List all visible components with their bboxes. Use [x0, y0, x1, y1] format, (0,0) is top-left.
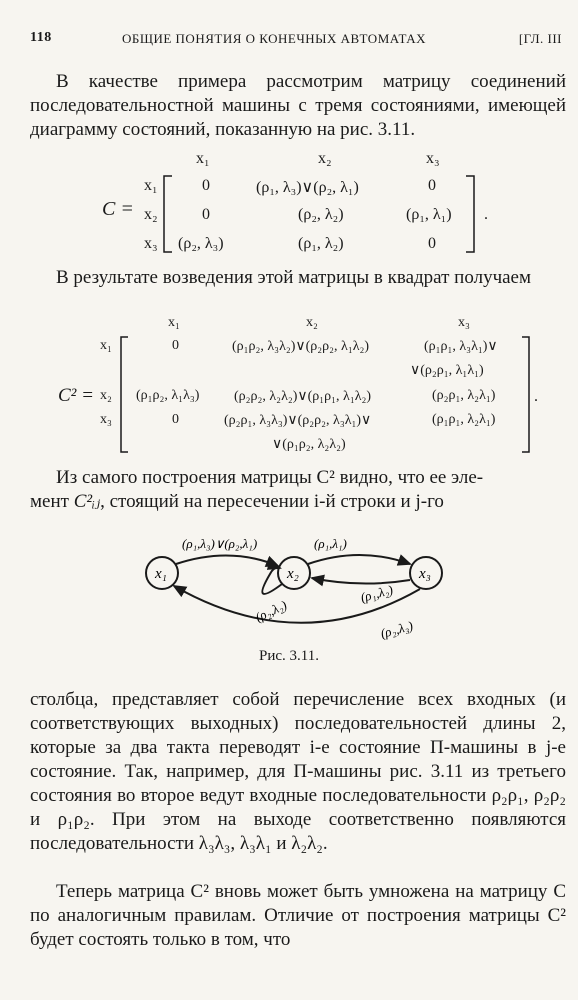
node-label: x₁	[155, 566, 167, 582]
matrix-cell: (ρ₁ρ₁, λ₃λ₁)∨	[424, 339, 498, 354]
edge-label: (ρ₁,λ₁)	[314, 536, 347, 551]
paragraph-intro: В качестве примера рассмотрим матрицу соединений последовательностной машины с тремя состояниями, имеющей диаграмму состояний, показанную на рис. 3.11.	[30, 71, 566, 140]
figure-caption: Рис. 3.11.	[259, 648, 319, 664]
matrix-cell: (ρ₂, λ₃)	[178, 235, 224, 252]
col-header: x₁	[168, 315, 180, 330]
matrix-cell: 0	[202, 206, 210, 223]
matrix-cell: ∨(ρ₁ρ₂, λ₂λ₂)	[272, 437, 346, 452]
period: .	[534, 388, 538, 405]
page-number: 118	[30, 30, 52, 45]
row-header: x₂	[100, 388, 112, 403]
matrix-cell: 0	[428, 235, 436, 252]
matrix-cell: (ρ₁, λ₂)	[298, 235, 344, 252]
running-header	[30, 30, 562, 52]
paragraph-explanation: столбца, представляет собой перечисление всех входных (и соответствующих выходных) последовательностей длины 2, которые за два такта переводят i-е состояние П-машины в j-е состояние. Так, например, для П-машины рис. 3.11 из третьего состояния во второе ведут входные последовательности ρ₂ρ₁, ρ₂ρ₂ и ρ₁ρ₂. При этом на выходе соответственно появляются последовательности λ₃λ₃, λ₃λ₁ и λ₂λ₂.	[30, 689, 566, 854]
text-line: Из самого построения матрицы C² видно, что ее эле-	[56, 467, 484, 488]
col-header: x₃	[458, 315, 470, 330]
period: .	[484, 206, 488, 223]
matrix-cell: (ρ₁, λ₁)	[406, 206, 452, 223]
paragraph-element	[30, 466, 566, 514]
matrix-cell: 0	[202, 177, 210, 194]
text-fragment: мент	[30, 491, 74, 512]
edge-label: (ρ₁,λ₃)∨(ρ₂,λ₁)	[182, 536, 258, 551]
row-header: x₁	[144, 177, 158, 194]
edge-arrow	[312, 578, 410, 584]
matrix-cell: (ρ₂ρ₂, λ₂λ₂)∨(ρ₁ρ₁, λ₁λ₂)	[234, 389, 372, 404]
edge-arrow	[176, 555, 278, 566]
col-header: x₁	[196, 150, 210, 167]
edge-arrow	[308, 555, 410, 564]
matrix-label: C² =	[58, 385, 94, 406]
matrix-cell: (ρ₂ρ₁, λ₃λ₃)∨(ρ₂ρ₂, λ₃λ₁)∨	[224, 413, 372, 428]
edge-label: (ρ₁,λ₂)	[358, 581, 395, 605]
matrix-cell: (ρ₁, λ₃)∨(ρ₂, λ₁)	[256, 179, 359, 196]
col-header: x₂	[318, 150, 332, 167]
edge-label: (ρ₂,λ₂)	[252, 597, 290, 625]
chapter-label: [ГЛ. III	[518, 31, 562, 46]
math-symbol: C²ᵢⱼ	[73, 491, 101, 512]
row-header: x₃	[144, 235, 158, 252]
row-header: x₃	[100, 412, 112, 427]
running-title: ОБЩИЕ ПОНЯТИЯ О КОНЕЧНЫХ АВТОМАТАХ	[122, 31, 427, 46]
paragraph-square: В результате возведения этой матрицы в квадрат получаем	[56, 267, 532, 288]
state-diagram	[130, 528, 460, 646]
matrix-cell: 0	[172, 412, 179, 427]
node-label: x₂	[287, 566, 299, 582]
matrix-cell: (ρ₁ρ₂, λ₃λ₂)∨(ρ₂ρ₂, λ₁λ₂)	[232, 339, 370, 354]
text-line	[30, 490, 566, 514]
matrix-cell: ∨(ρ₂ρ₁, λ₁λ₁)	[410, 363, 484, 378]
text-fragment: , стоящий на пересечении i-й строки и j-го	[100, 491, 444, 512]
matrix-cell: 0	[172, 338, 179, 353]
paragraph-next: Теперь матрица C² вновь может быть умножена на матрицу C по аналогичным правилам. Отличие от построения матрицы C² будет состоять только в том, что	[30, 881, 566, 950]
col-header: x₃	[426, 150, 440, 167]
matrix-cell: (ρ₁ρ₁, λ₂λ₁)	[432, 412, 496, 427]
row-header: x₂	[144, 206, 158, 223]
node-label: x₃	[419, 566, 431, 582]
matrix-label: C =	[102, 198, 134, 220]
edge-label: (ρ₂,λ₃)	[378, 617, 415, 641]
col-header: x₂	[306, 315, 318, 330]
matrix-cell: (ρ₁ρ₂, λ₁λ₃)	[136, 388, 200, 403]
matrix-cell: (ρ₂, λ₂)	[298, 206, 344, 223]
matrix-cell: 0	[428, 177, 436, 194]
matrix-cell: (ρ₂ρ₁, λ₂λ₁)	[432, 388, 496, 403]
row-header: x₁	[100, 338, 112, 353]
